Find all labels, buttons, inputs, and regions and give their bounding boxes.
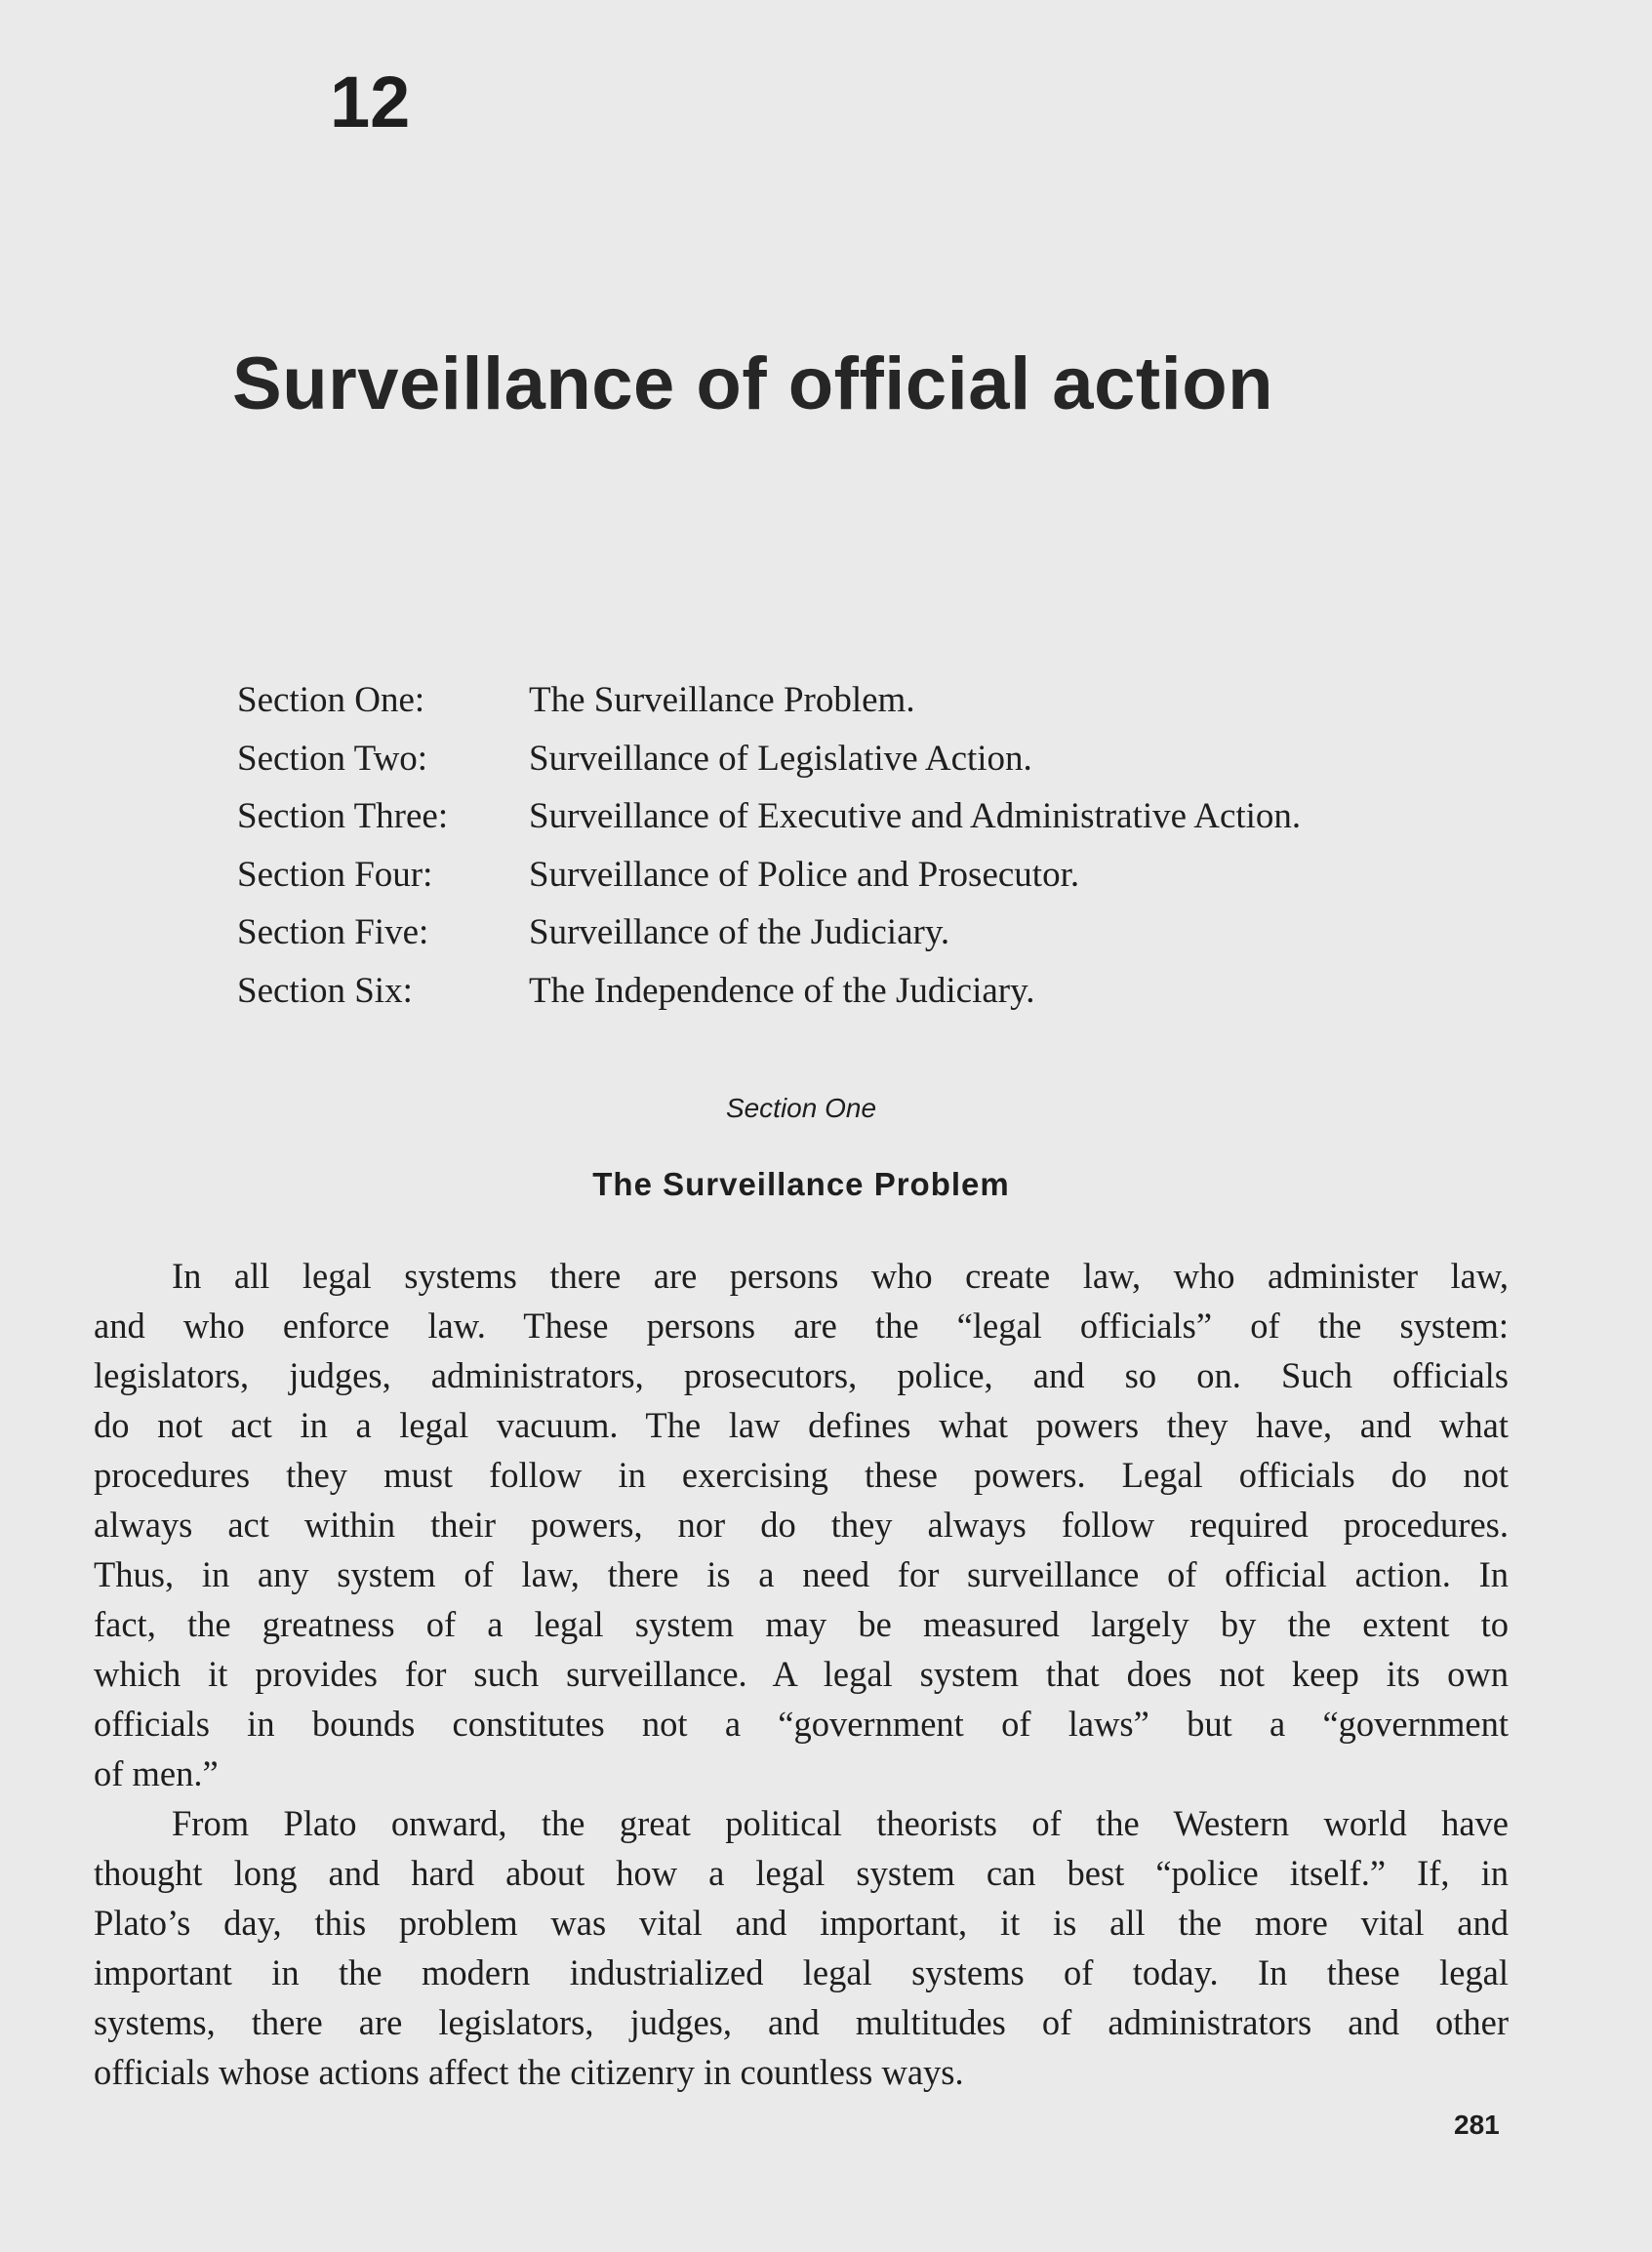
text-line: legislators, judges, administrators, prosecutors, police, and so on. Such officials bbox=[94, 1355, 1509, 1395]
text-line: officials in bounds constitutes not a “government of laws” but a “government bbox=[94, 1704, 1509, 1744]
text-line: In all legal systems there are persons who create law, who administer law, bbox=[172, 1256, 1509, 1296]
toc-section-label: Section Three: bbox=[237, 796, 449, 836]
toc-entry bbox=[237, 791, 1301, 850]
text-line: officials whose actions affect the citizenry in countless ways. bbox=[94, 2052, 964, 2092]
toc-section-label: Section Six: bbox=[237, 970, 413, 1011]
toc-entry bbox=[237, 907, 1301, 966]
section-contents-list bbox=[237, 675, 1301, 1024]
toc-section-label: Section Five: bbox=[237, 912, 429, 952]
text-line: Thus, in any system of law, there is a need for surveillance of official action. In bbox=[94, 1554, 1509, 1594]
toc-section-title: Surveillance of Executive and Administrative Action. bbox=[529, 796, 1302, 836]
text-line: procedures they must follow in exercising these powers. Legal officials do not bbox=[94, 1455, 1509, 1495]
toc-entry bbox=[237, 966, 1301, 1025]
paragraph bbox=[94, 1251, 1509, 1798]
toc-entry bbox=[237, 734, 1301, 792]
body-text bbox=[94, 1251, 1509, 2097]
toc-section-label: Section Four: bbox=[237, 854, 433, 895]
text-line: of men.” bbox=[94, 1753, 219, 1793]
text-line: do not act in a legal vacuum. The law defines what powers they have, and what bbox=[94, 1405, 1509, 1445]
paragraph bbox=[94, 1798, 1509, 2097]
section-heading: The Surveillance Problem bbox=[592, 1166, 1010, 1202]
text-line: thought long and hard about how a legal system can best “police itself.” If, in bbox=[94, 1853, 1509, 1893]
toc-section-title: The Surveillance Problem. bbox=[529, 680, 915, 720]
chapter-title: Surveillance of official action bbox=[232, 342, 1274, 425]
toc-entry bbox=[237, 675, 1301, 734]
text-line: which it provides for such surveillance. A legal system that does not keep its own bbox=[94, 1654, 1509, 1694]
text-line: From Plato onward, the great political theorists of the Western world have bbox=[172, 1803, 1509, 1843]
text-line: always act within their powers, nor do they always follow required procedures. bbox=[94, 1505, 1509, 1545]
toc-section-label: Section One: bbox=[237, 680, 425, 720]
toc-section-title: Surveillance of Legislative Action. bbox=[529, 738, 1032, 779]
chapter-number: 12 bbox=[330, 61, 411, 142]
text-line: important in the modern industrialized legal systems of today. In these legal bbox=[94, 1952, 1509, 1992]
text-line: and who enforce law. These persons are the “legal officials” of the system: bbox=[94, 1306, 1509, 1346]
text-line: Plato’s day, this problem was vital and important, it is all the more vital and bbox=[94, 1903, 1509, 1943]
text-line: systems, there are legislators, judges, and multitudes of administrators and other bbox=[94, 2002, 1509, 2042]
toc-entry bbox=[237, 850, 1301, 908]
toc-section-title: Surveillance of Police and Prosecutor. bbox=[529, 854, 1080, 895]
text-line: fact, the greatness of a legal system may be measured largely by the extent to bbox=[94, 1604, 1509, 1644]
toc-section-title: The Independence of the Judiciary. bbox=[529, 970, 1035, 1011]
section-kicker: Section One bbox=[725, 1093, 877, 1123]
toc-section-label: Section Two: bbox=[237, 738, 428, 779]
toc-section-title: Surveillance of the Judiciary. bbox=[529, 912, 950, 952]
page-number: 281 bbox=[1454, 2110, 1500, 2140]
